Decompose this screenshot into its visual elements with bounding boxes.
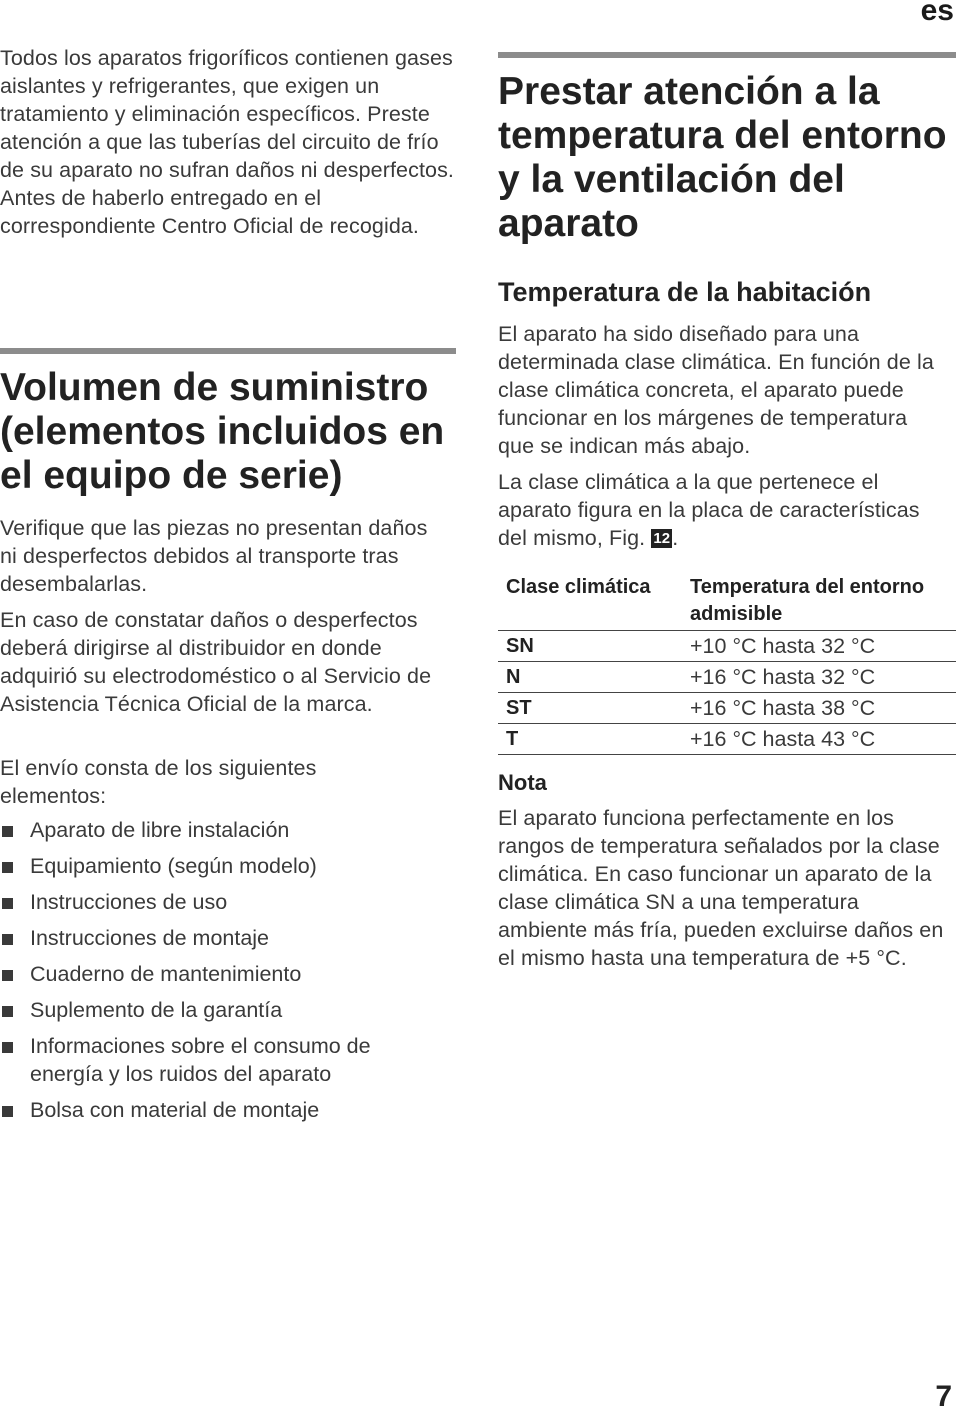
table-cell-class: SN — [498, 631, 690, 662]
section-rule-left — [0, 348, 456, 354]
climate-class-table — [498, 572, 956, 755]
list-item: Instrucciones de uso — [0, 888, 460, 916]
table-row — [498, 631, 956, 662]
bullet-square-icon — [2, 934, 13, 945]
bullet-square-icon — [2, 1042, 13, 1053]
list-item: Instrucciones de montaje — [0, 924, 460, 952]
note-title: Nota — [498, 770, 547, 795]
list-item: Cuaderno de mantenimiento — [0, 960, 460, 988]
supply-paragraph-1: Verifique que las piezas no presentan daños ni desperfectos debidos al transporte tras desembalarlas. — [0, 516, 428, 596]
section-heading-supply: Volumen de suministro (elementos incluidos en el equipo de serie) — [0, 366, 445, 497]
bullet-square-icon — [2, 898, 13, 909]
subheading-room-temperature: Temperatura de la habitación — [498, 277, 872, 307]
page-number: 7 — [935, 1380, 952, 1413]
bullet-square-icon — [2, 826, 13, 837]
table-row — [498, 693, 956, 724]
supply-paragraph-2: En caso de constatar daños o desperfectos deberá dirigirse al distribuidor en donde adquirió su electrodoméstico o al Servicio de Asistencia Técnica Oficial de la marca. — [0, 608, 432, 716]
list-item: Informaciones sobre el consumo de energía y los ruidos del aparato — [0, 1032, 460, 1088]
language-tag: es — [920, 0, 954, 27]
supply-list — [0, 816, 460, 1132]
temperature-paragraph-1: El aparato ha sido diseñado para una determinada clase climática. En función de la clase climática concreta, el aparato puede funcionar en los márgenes de temperatura que se indican más abajo. — [498, 322, 934, 458]
bullet-square-icon — [2, 1106, 13, 1117]
section-rule-right — [498, 52, 956, 58]
intro-paragraph: Todos los aparatos frigoríficos contienen gases aislantes y refrigerantes, que exigen un tratamiento y eliminación específicos. Preste atención a que las tuberías del circuito de frío de su aparato no sufran daños ni desperfectos. Antes de haberlo entregado en el correspondiente Centro Oficial de recogida. — [0, 46, 455, 238]
figure-reference-badge: 12 — [653, 530, 671, 547]
list-item: Bolsa con material de montaje — [0, 1096, 460, 1124]
list-item: Aparato de libre instalación — [0, 816, 460, 844]
bullet-square-icon — [2, 1006, 13, 1017]
table-row — [498, 662, 956, 693]
table-cell-range: +16 °C hasta 38 °C — [690, 693, 956, 724]
table-cell-range: +10 °C hasta 32 °C — [690, 631, 956, 662]
table-cell-class: ST — [498, 693, 690, 724]
table-cell-range: +16 °C hasta 32 °C — [690, 662, 956, 693]
bullet-square-icon — [2, 970, 13, 981]
section-heading-temperature: Prestar atención a la temperatura del entorno y la ventilación del aparato — [498, 70, 947, 245]
temperature-paragraph-2: La clase climática a la que pertenece el aparato figura en la placa de características del mismo, Fig. 12. — [498, 470, 920, 550]
table-cell-class: N — [498, 662, 690, 693]
table-header-class: Clase climática — [498, 572, 690, 631]
table-cell-range: +16 °C hasta 43 °C — [690, 724, 956, 755]
note-paragraph: El aparato funciona perfectamente en los rangos de temperatura señalados por la clase climática. En caso funcionar un aparato de la clase climática SN a una temperatura ambiente más fría, pueden excluirse daños en el mismo hasta una temperatura de +5 °C. — [498, 806, 944, 970]
table-header-temperature: Temperatura del entorno admisible — [690, 572, 956, 631]
table-header-row — [498, 572, 956, 631]
table-row — [498, 724, 956, 755]
supply-paragraph-3: El envío consta de los siguientes elementos: — [0, 756, 317, 808]
bullet-square-icon — [2, 862, 13, 873]
list-item: Equipamiento (según modelo) — [0, 852, 460, 880]
list-item: Suplemento de la garantía — [0, 996, 460, 1024]
table-cell-class: T — [498, 724, 690, 755]
